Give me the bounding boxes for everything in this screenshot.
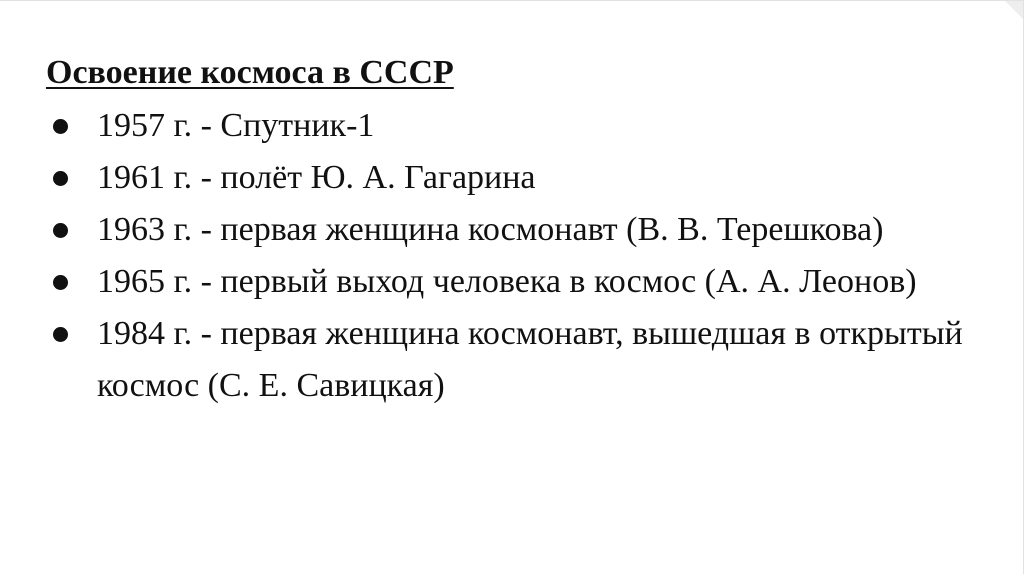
list-item [46,308,996,412]
list-item [46,204,996,256]
events-list [46,100,996,412]
event-text: 1965 г. - первый выход человека в космос (А. А. Леонов) [97,263,917,300]
event-text: 1984 г. - первая женщина космонавт, вышедшая в открытый космос (С. Е. Савицкая) [97,315,963,404]
bullet-icon [53,119,68,134]
event-text: 1961 г. - полёт Ю. А. Гагарина [97,159,536,196]
event-text: 1957 г. - Спутник-1 [97,107,375,144]
bullet-icon [53,171,68,186]
page-corner-fold [1005,1,1023,19]
list-item [46,256,996,308]
list-item [46,100,996,152]
event-text: 1963 г. - первая женщина космонавт (В. В. Терешкова) [97,211,884,248]
list-item [46,152,996,204]
slide-title: Освоение космоса в СССР [46,54,454,91]
bullet-icon [53,275,68,290]
bullet-icon [53,223,68,238]
bullet-icon [53,327,68,342]
slide-content [46,50,996,412]
